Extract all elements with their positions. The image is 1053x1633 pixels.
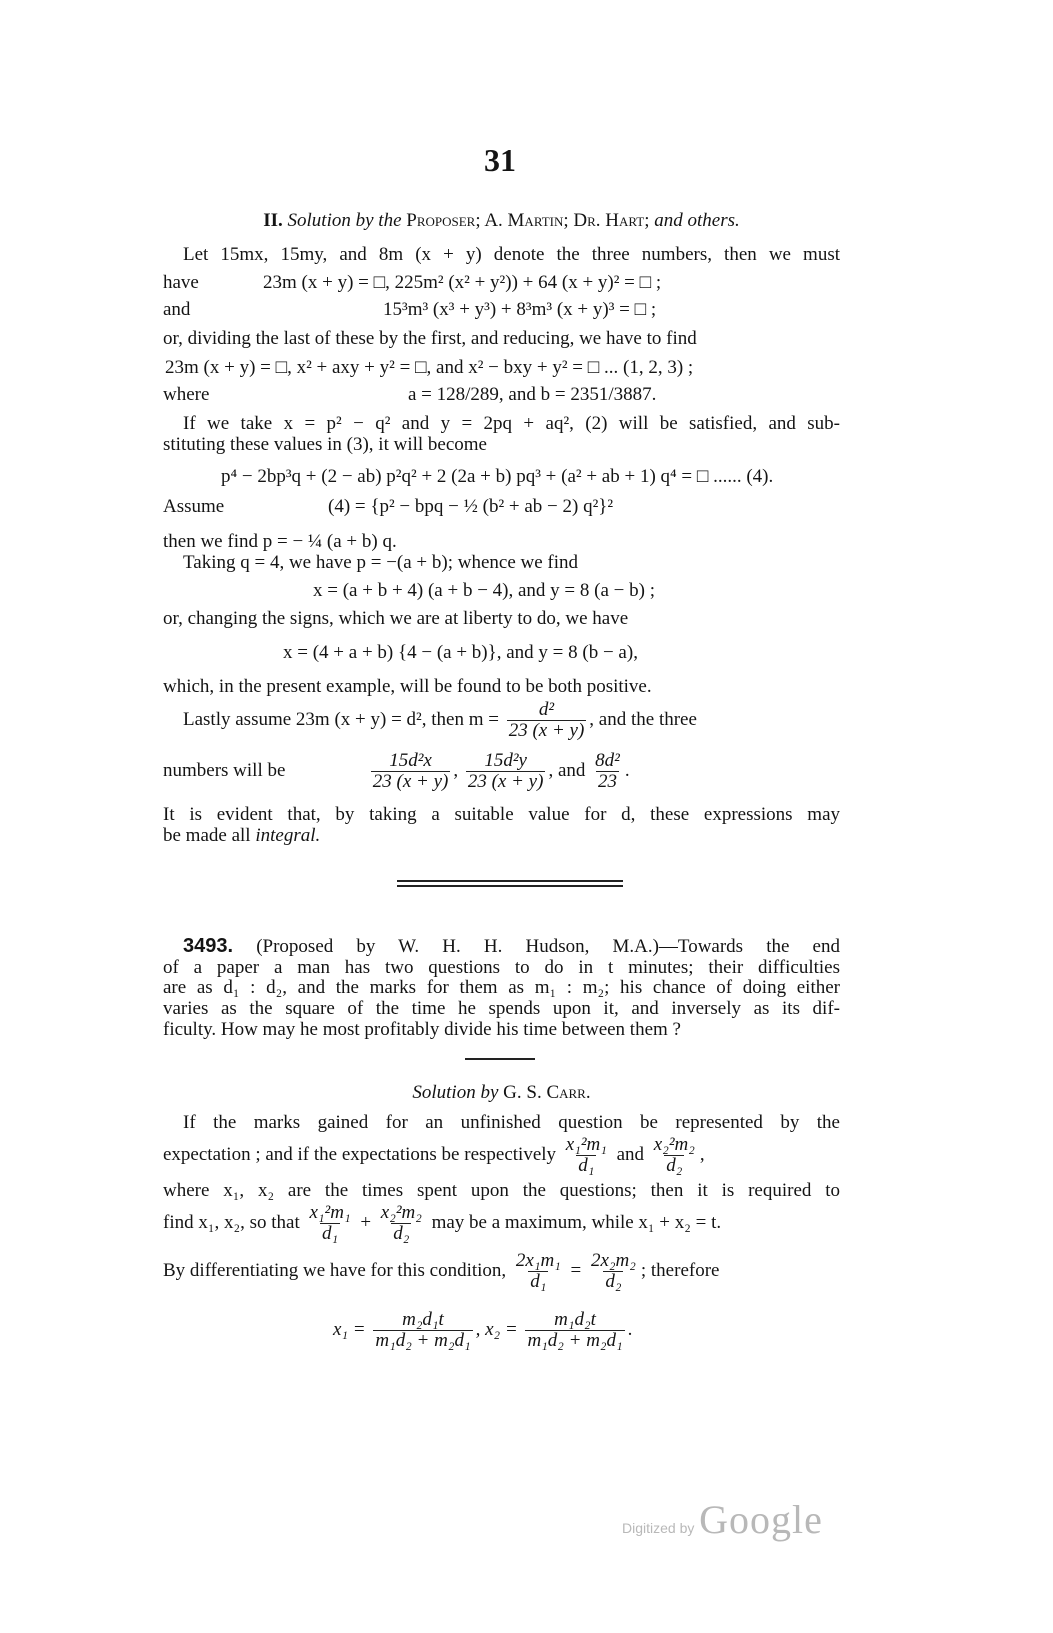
denominator: 23 (x + y)	[508, 720, 585, 742]
text: =	[570, 1260, 582, 1281]
fraction	[564, 1135, 609, 1176]
text-line: or, changing the signs, which we are at liberty to do, we have	[163, 608, 629, 629]
math-line: numbers will be $\frac{\text{15d²x}}{23 (x + y)}$ , $\frac{\text{15d²y}}{23 (x + y)}$ , and $\frac{\text{8d²}}{23}$ .	[163, 750, 630, 793]
label: Assume	[163, 496, 225, 517]
text-line	[163, 935, 840, 958]
equation-4: p⁴ − 2bp³q + (2 − ab) p²q² + 2 (2a + b) pq³ + (a² + ab + 1) q⁴ = □ ...... (4).	[221, 466, 774, 487]
math-line: expectation ; and if the expectations be respectively $\frac{\text{x₁²m₁}}{\text{d₁}}$ and $\frac{\text{x₂²m₂}}{\text{d₂}}$ ,	[163, 1134, 705, 1177]
denominator: d₂	[393, 1223, 410, 1245]
numerator: 8d²	[595, 750, 620, 772]
numerator: 2x₁m₁	[515, 1250, 561, 1272]
divider	[397, 880, 623, 882]
text-line: Let 15mx, 15my, and 8m (x + y) denote the three numbers, then we must	[183, 244, 840, 265]
equation: (4) = {p² − bpq − ½ (b² + ab − 2) q²}²	[328, 496, 614, 517]
text-line: varies as the square of the time he spends upon it, and inversely as its dif-	[163, 998, 840, 1019]
fraction	[371, 751, 451, 792]
text-line: are as d₁ : d₂, and the marks for them as m₁ : m₂; his chance of doing either	[163, 977, 840, 998]
math-line	[163, 496, 840, 518]
text: expectation ; and if the expectations be respectively	[163, 1144, 557, 1165]
fraction	[514, 1251, 563, 1292]
numerator: x₁²m₁	[309, 1202, 351, 1224]
text: x₁ =	[333, 1319, 366, 1340]
text-line: ficulty. How may he most profitably divide his time between them ?	[163, 1019, 681, 1040]
text: G. S. Carr.	[503, 1082, 591, 1103]
text: , and the three	[589, 709, 697, 730]
denominator: d₁	[578, 1155, 595, 1177]
denominator: d₁	[530, 1271, 547, 1293]
text-line: Taking q = 4, we have p = −(a + b); whence we find	[183, 552, 579, 573]
equation: x = (a + b + 4) (a + b − 4), and y = 8 (a − b) ;	[313, 580, 655, 601]
denominator: d₂	[666, 1155, 683, 1177]
denominator: 23	[597, 771, 617, 793]
heading-names: Proposer; A. Martin; Dr. Hart;	[406, 210, 650, 231]
fraction	[308, 1203, 353, 1244]
denominator: d₂	[605, 1271, 622, 1293]
text: (Proposed by W. H. H. Hudson, M.A.)—Towards the end	[256, 936, 840, 957]
text-line	[163, 825, 840, 847]
text: By differentiating we have for this condition,	[163, 1260, 507, 1281]
math-line: x₁ = $\frac{\text{m₂d₁t}}{\text{m₁d₂ + m₂d₁}}$ , x₂ = $\frac{\text{m₁d₂t}}{\text{m₁d₂ + m₂d₁}}$ .	[333, 1309, 633, 1352]
fraction	[589, 1251, 638, 1292]
equation: a = 128/289, and b = 2351/3887.	[408, 384, 657, 405]
text: Lastly assume 23m (x + y) = d², then m =	[183, 709, 499, 730]
divider	[397, 885, 623, 887]
question-number: 3493.	[183, 935, 234, 957]
text-line: stituting these values in (3), it will become	[163, 434, 487, 455]
fraction	[373, 1310, 472, 1351]
text-line: or, dividing the last of these by the first, and reducing, we have to find	[163, 328, 697, 349]
math-line	[163, 384, 840, 406]
numerator: x₂²m₂	[380, 1202, 422, 1224]
numerator: 2x₂m₂	[591, 1250, 636, 1272]
math-line	[163, 299, 840, 321]
equation: 15³m³ (x³ + y³) + 8³m³ (x + y)³ = □ ;	[383, 299, 657, 320]
text: and	[557, 760, 586, 781]
text-line: where x₁, x₂ are the times spent upon the questions; then it is required to	[163, 1180, 840, 1201]
numerator: 15d²x	[389, 750, 432, 772]
math-line	[163, 1251, 840, 1292]
equation: x = (4 + a + b) {4 − (a + b)}, and y = 8 (b − a),	[283, 642, 638, 663]
numerator: x₁²m₁	[565, 1134, 607, 1156]
heading-others: and others.	[654, 210, 740, 231]
label: and	[163, 299, 191, 320]
google-logo: Google	[699, 1497, 823, 1542]
label: where	[163, 384, 210, 405]
math-line	[163, 1203, 840, 1244]
divider	[465, 1058, 535, 1060]
denominator: m₁d₂ + m₂d₁	[375, 1330, 471, 1352]
fraction	[379, 1203, 424, 1244]
numerator: m₂d₁t	[402, 1309, 444, 1331]
text: find x₁, x₂, so that	[163, 1212, 300, 1233]
text-line: which, in the present example, will be found to be both positive.	[163, 676, 652, 697]
fraction	[593, 751, 622, 792]
text: , x₂ =	[475, 1319, 518, 1340]
fraction	[652, 1135, 697, 1176]
page-number: 31	[484, 142, 516, 178]
fraction	[507, 700, 587, 741]
label: have	[163, 272, 199, 293]
text: and	[616, 1144, 645, 1165]
text-line: If the marks gained for an unfinished question be represented by the	[183, 1112, 840, 1133]
numerator: 15d²y	[484, 750, 527, 772]
fraction	[525, 1310, 624, 1351]
numerator: x₂²m₂	[653, 1134, 695, 1156]
digitized-by-text: Digitized by	[622, 1520, 695, 1536]
fraction	[466, 751, 546, 792]
text: be made all	[163, 825, 251, 846]
text-line: If we take x = p² − q² and y = 2pq + aq², (2) will be satisfied, and sub-	[183, 413, 840, 434]
denominator: m₁d₂ + m₂d₁	[527, 1330, 623, 1352]
equation: 23m (x + y) = □, x² + axy + y² = □, and x² − bxy + y² = □ ... (1, 2, 3) ;	[165, 357, 694, 378]
text: may be a maximum, while x₁ + x₂ = t.	[431, 1212, 722, 1233]
heading-sol: Solution by the	[287, 210, 402, 231]
text-line: then we find p = − ¼ (a + b) q.	[163, 531, 397, 552]
solution-heading	[163, 1082, 840, 1104]
denominator: d₁	[321, 1223, 339, 1245]
heading-num: II.	[263, 210, 283, 231]
numerator: d²	[538, 699, 555, 721]
math-line	[163, 700, 840, 741]
text-line: It is evident that, by taking a suitable value for d, these expressions may	[163, 804, 840, 825]
equation: 23m (x + y) = □, 225m² (x² + y²)) + 64 (x + y)² = □ ;	[263, 272, 662, 293]
denominator: 23 (x + y)	[467, 771, 544, 793]
label: numbers will be	[163, 760, 286, 781]
text-line: of a paper a man has two questions to do in t minutes; their difficulties	[163, 957, 840, 978]
denominator: 23 (x + y)	[372, 771, 449, 793]
numerator: m₁d₂t	[554, 1309, 596, 1331]
section-heading	[163, 210, 840, 232]
text: +	[360, 1212, 372, 1233]
google-watermark	[622, 1496, 823, 1543]
text: Solution by	[412, 1082, 499, 1103]
text: integral.	[255, 825, 321, 846]
math-line	[163, 272, 840, 294]
text: ; therefore	[640, 1260, 720, 1281]
